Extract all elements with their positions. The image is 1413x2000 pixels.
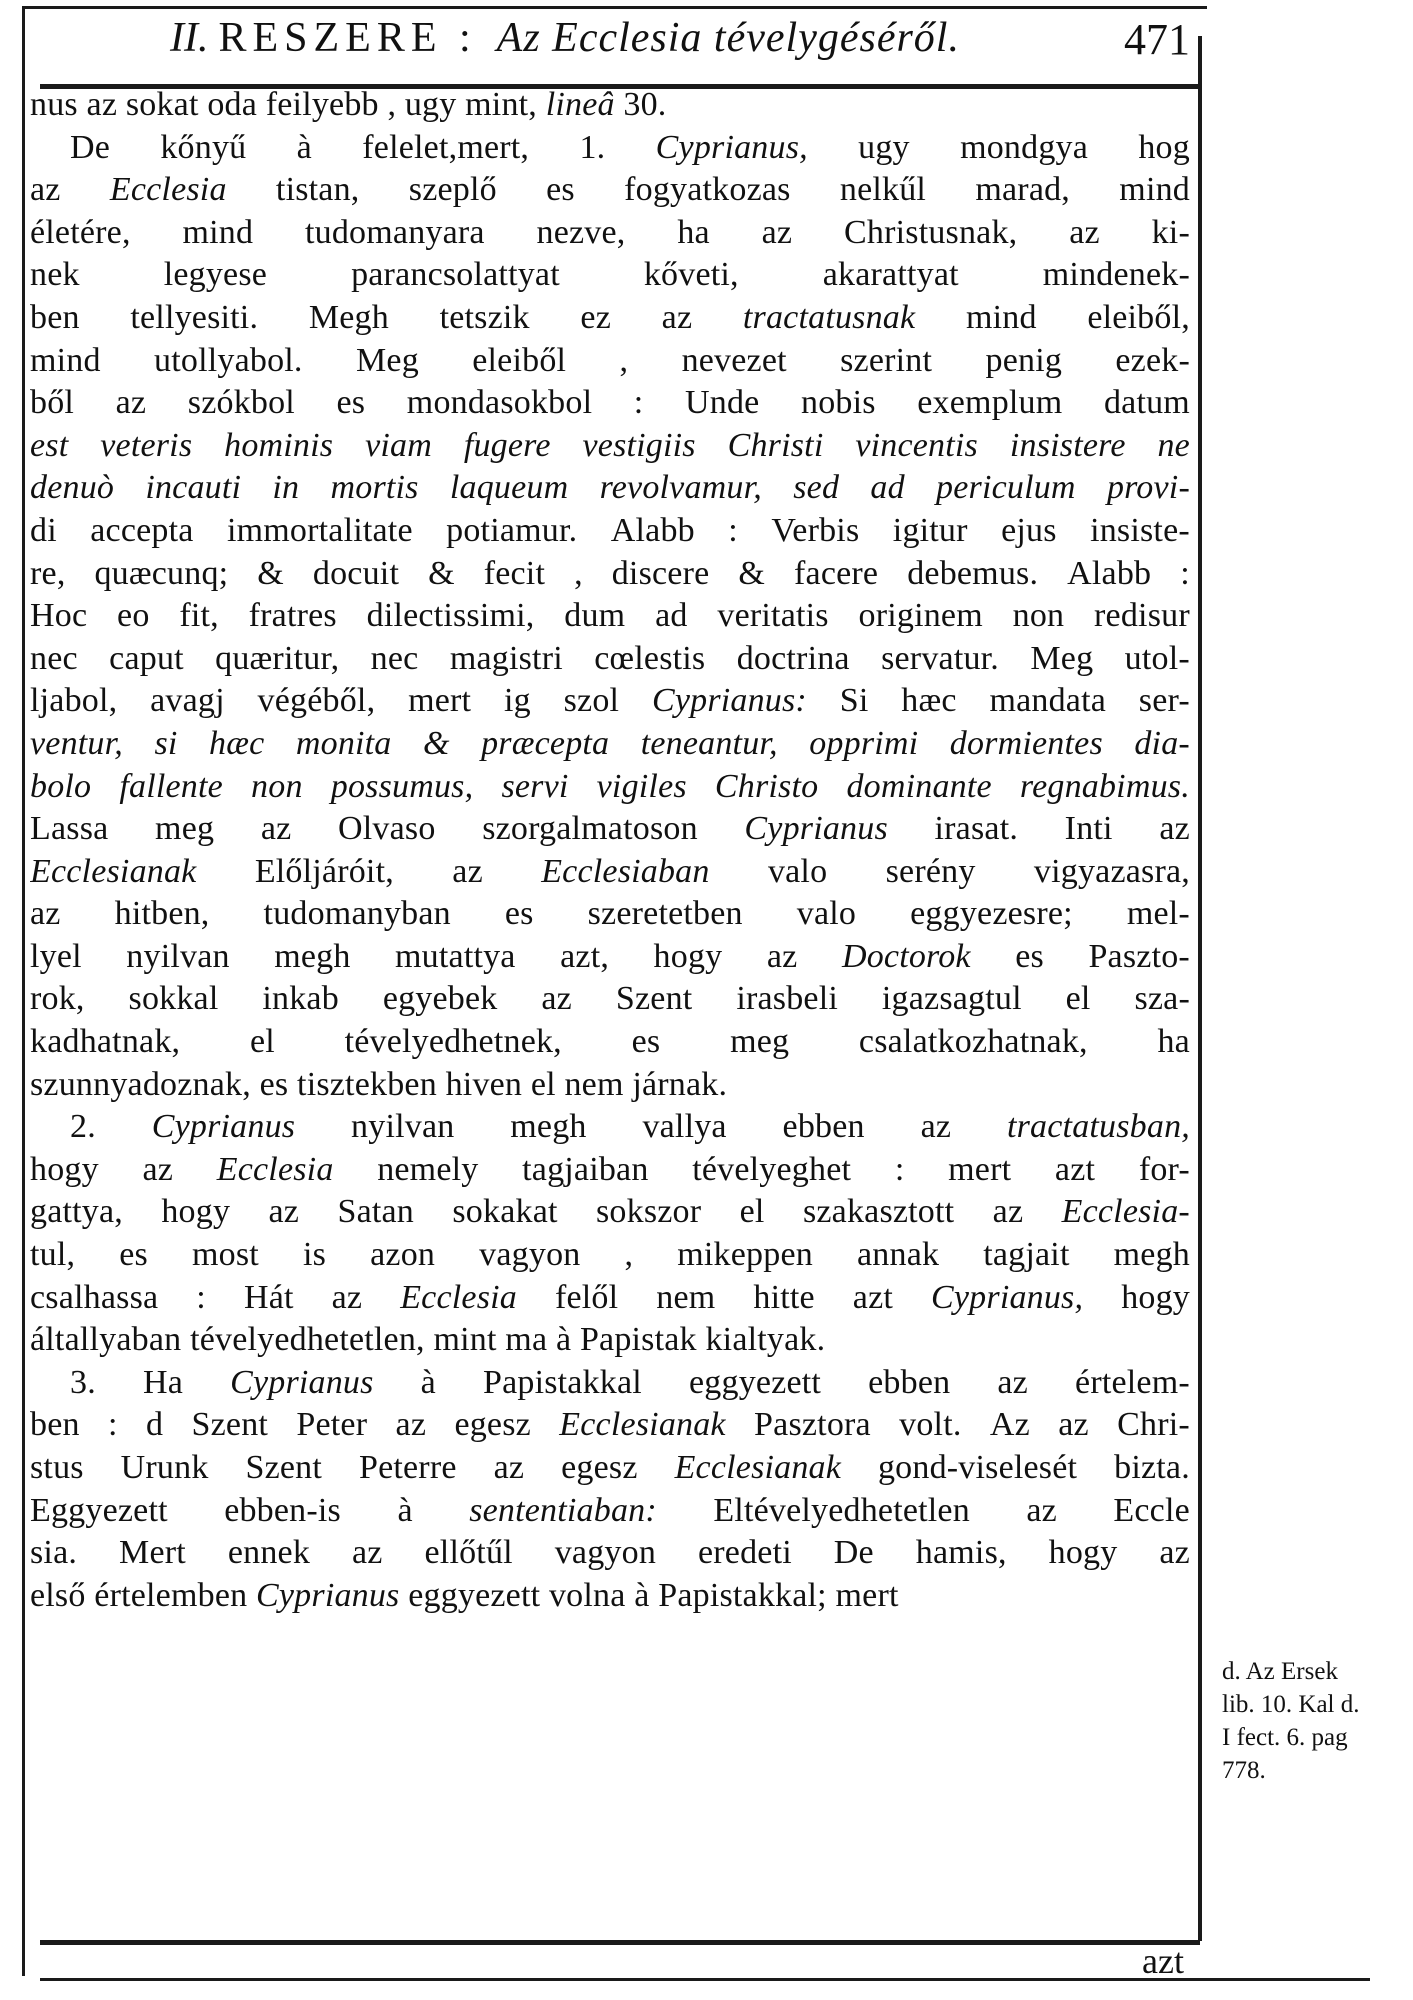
text-line: első értelemben Cyprianus eggyezett volna à Papistakkal; mert [30,1576,899,1614]
text-line: nek legyese parancsolattyat kőveti, akarattyat mindenek- [30,256,1190,294]
text-line: ből az szókbol es mondasokbol : Unde nobis exemplum datum [30,384,1190,422]
text-line: gattya, hogy az Satan sokakat sokszor el szakasztott az Ecclesia- [30,1193,1190,1231]
text-line: az hitben, tudomanyban es szeretetben valo eggyezesre; mel- [30,895,1190,933]
text-line: tul, es most is azon vagyon , mikeppen annak tagjait megh [30,1236,1190,1274]
text-line: ben : d Szent Peter az egesz Ecclesianak Pasztora volt. Az az Chri- [30,1406,1190,1444]
text-line: életére, mind tudomanyara nezve, ha az Christusnak, az ki- [30,213,1190,251]
text-line: hogy az Ecclesia nemely tagjaiban tévelyeghet : mert azt for- [30,1150,1190,1188]
text-line: ventur, si hæc monita & præcepta teneantur, opprimi dormientes dia- [30,724,1190,762]
text-line: stus Urunk Szent Peterre az egesz Ecclesianak gond-viselesét bizta. [30,1449,1190,1486]
text-line: nus az sokat oda feilyebb , ugy mint, lineâ 30. [30,86,667,123]
margin-note-line: d. Az Ersek [1222,1658,1338,1685]
text-line: nec caput quæritur, nec magistri cœlestis doctrina servatur. Meg utol- [30,639,1190,677]
text-line: Hoc eo fit, fratres dilectissimi, dum ad veritatis originem non redisur [30,597,1190,635]
text-line: csalhassa : Hát az Ecclesia felől nem hitte azt Cyprianus, hogy [30,1278,1190,1316]
text-line: De kőnyű à felelet,mert, 1. Cyprianus, ugy mondgya hog [70,128,1190,166]
top-border-rule [22,6,1207,9]
margin-note [1222,1655,1407,1787]
text-line: rok, sokkal inkab egyebek az Szent irasbeli igazsagtul el sza- [30,980,1190,1018]
bottom-border-rule [40,1940,1200,1945]
running-head-section: RESZERE : [218,15,477,61]
running-head [170,14,1190,78]
text-line: bolo fallente non possumus, servi vigiles Christo dominante regnabimus. [30,767,1190,805]
main-text-column [30,84,1190,1617]
text-line: sia. Mert ennek az ellőtűl vagyon eredeti De hamis, hogy az [30,1534,1190,1572]
left-border-rule [22,6,25,1976]
margin-note-line: lib. 10. Kal d. [1222,1691,1360,1718]
text-line: kadhatnak, el tévelyedhetnek, es meg csalatkozhatnak, ha [30,1023,1190,1061]
column-border-rule [1198,36,1202,1941]
text-line: ljabol, avagj végéből, mert ig szol Cyprianus: Si hæc mandata ser- [30,682,1190,720]
page-number: 471 [1124,15,1190,64]
catchword: azt [1142,1941,1184,1981]
text-line: 3. Ha Cyprianus à Papistakkal eggyezett ebben az értelem- [70,1363,1190,1401]
margin-note-line: I fect. 6. pag [1222,1724,1348,1751]
text-line: Eggyezett ebben-is à sententiaban: Eltévelyedhetetlen az Eccle [30,1491,1190,1529]
text-line: szunnyadoznak, es tisztekben hiven el nem járnak. [30,1065,728,1103]
text-line: az Ecclesia tistan, szeplő es fogyatkozas nelkűl marad, mind [30,171,1190,209]
text-line: Lassa meg az Olvaso szorgalmatoson Cyprianus irasat. Inti az [30,810,1190,848]
text-line: lyel nyilvan megh mutattya azt, hogy az Doctorok es Paszto- [30,937,1190,975]
text-line: ben tellyesiti. Megh tetszik ez az tractatusnak mind eleiből, [30,298,1190,336]
text-line: denuò incauti in mortis laqueum revolvamur, sed ad periculum provi- [30,469,1190,507]
text-line: 2. Cyprianus nyilvan megh vallya ebben az tractatusban, [70,1108,1190,1146]
margin-note-line: 778. [1222,1757,1266,1784]
running-head-topic: Az Ecclesia tévelygéséről. [496,15,960,61]
text-line: általlyaban tévelyedhetetlen, mint ma à Papistak kialtyak. [30,1321,826,1359]
text-line: re, quæcunq; & docuit & fecit , discere & facere debemus. Alabb : [30,554,1190,592]
text-line: est veteris hominis viam fugere vestigiis Christi vincentis insistere ne [30,426,1190,464]
text-line: Ecclesianak Előljáróit, az Ecclesiaban valo serény vigyazasra, [30,852,1190,890]
running-head-part: II. [170,15,209,61]
text-line: di accepta immortalitate potiamur. Alabb : Verbis igitur ejus insiste- [30,511,1190,549]
text-line: mind utollyabol. Meg eleiből , nevezet szerint penig ezek- [30,341,1190,379]
